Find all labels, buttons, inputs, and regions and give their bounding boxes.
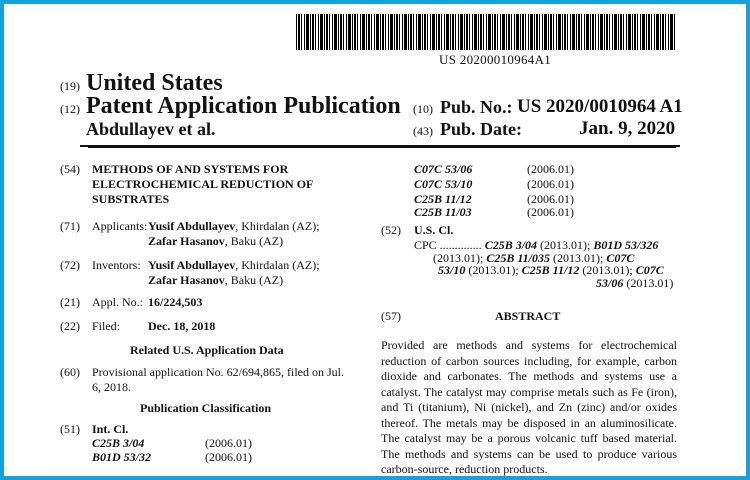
appl-label: Appl. No.:	[92, 295, 143, 309]
uscl-code: (52)	[381, 223, 401, 237]
abstract-line: The catalyst may be a porous volcanic tuff based material.	[381, 431, 677, 445]
abstract-line: The methods and systems can be used to produce various	[381, 446, 677, 461]
applicants-label: Applicants:	[92, 219, 148, 233]
applicant-1: Yusif Abdullayev, Khirdalan (AZ);	[148, 219, 320, 233]
related-heading: Related U.S. Application Data	[130, 343, 284, 357]
pub-no: US 2020/0010964 A1	[517, 96, 683, 117]
intcl-cont-year-3: (2006.01)	[527, 192, 574, 206]
intcl-code-2: B01D 53/32	[92, 450, 152, 464]
intcl-cont-code-4: C25B 11/03	[414, 205, 472, 219]
title-line-2: ELECTROCHEMICAL REDUCTION OF	[92, 177, 314, 191]
code-10: (10)	[413, 102, 433, 116]
inventors-short: Abdullayev et al.	[86, 119, 216, 139]
intcl-code: (51)	[60, 422, 80, 436]
abstract-code: (57)	[381, 309, 401, 323]
code-43: (43)	[413, 124, 433, 138]
title-line-3: SUBSTRATES	[92, 192, 170, 206]
publication-number: US 20200010964A1	[439, 52, 552, 67]
provisional-line-1: Provisional application No. 62/694,865, filed on Jul.	[92, 365, 344, 379]
filed-date: Dec. 18, 2018	[148, 319, 216, 333]
code-12: (12)	[60, 102, 80, 116]
intcl-label: Int. Cl.	[92, 422, 129, 436]
abstract-line: thereof. The metals may be disposed in an aluminosilicate.	[381, 415, 677, 430]
abstract-line: catalyst. The catalyst may comprise metals such as Fe (iron),	[381, 384, 677, 399]
cpc-line-1: CPC .............. C25B 3/04 (2013.01); B01D 53/326	[414, 238, 659, 252]
appl-number: 16/224,503	[148, 295, 203, 309]
intcl-code-1: C25B 3/04	[92, 436, 145, 450]
document-type: Patent Application Publication	[86, 93, 401, 119]
applicants-code: (71)	[60, 219, 80, 233]
uscl-label: U.S. Cl.	[414, 223, 454, 237]
inventor-1: Yusif Abdullayev, Khirdalan (AZ);	[148, 258, 320, 272]
pub-date-label: Pub. Date:	[440, 119, 522, 139]
abstract-line: and Ti (titanium), Ni (nickel), and Zn (zinc) and/or oxides	[381, 400, 677, 414]
intcl-cont-code-1: C07C 53/06	[414, 162, 473, 176]
abstract-heading: ABSTRACT	[495, 309, 561, 323]
inventors-label: Inventors:	[92, 258, 141, 272]
provisional-line-2: 6, 2018.	[92, 380, 131, 394]
appl-code: (21)	[60, 295, 80, 309]
abstract-line: Provided are methods and systems for electrochemical	[381, 338, 677, 352]
applicant-2: Zafar Hasanov, Baku (AZ)	[148, 234, 284, 248]
title-line-1: METHODS OF AND SYSTEMS FOR	[92, 162, 289, 176]
code-19: (19)	[60, 79, 80, 93]
intcl-cont-year-1: (2006.01)	[527, 162, 574, 176]
intcl-cont-year-2: (2006.01)	[527, 177, 574, 191]
abstract-body	[381, 338, 677, 478]
intcl-cont-year-4: (2006.01)	[527, 205, 574, 219]
cpc-line-3: 53/10 (2013.01); C25B 11/12 (2013.01); C07C	[438, 263, 664, 277]
header-rule-thin	[88, 147, 676, 148]
provisional-code: (60)	[60, 365, 80, 379]
cpc-line-2: (2013.01); C25B 11/035 (2013.01); C07C	[433, 251, 635, 265]
intcl-cont-code-3: C25B 11/12	[414, 192, 472, 206]
pub-date: Jan. 9, 2020	[579, 118, 676, 139]
filed-code: (22)	[60, 319, 80, 333]
barcode	[296, 14, 676, 50]
intcl-year-1: (2006.01)	[205, 436, 252, 450]
title-code: (54)	[60, 162, 80, 176]
intcl-cont-code-2: C07C 53/10	[414, 177, 473, 191]
inventor-2: Zafar Hasanov, Baku (AZ)	[148, 273, 284, 287]
pub-no-label: Pub. No.:	[440, 97, 513, 117]
filed-label: Filed:	[92, 319, 121, 333]
intcl-year-2: (2006.01)	[205, 450, 252, 464]
country: United States	[86, 70, 223, 96]
inventors-code: (72)	[60, 258, 80, 272]
abstract-line: dioxide and carbonates. The methods and systems use a	[381, 369, 677, 383]
abstract-line: carbon-source, reduction products.	[381, 462, 548, 476]
cpc-line-4: 53/06 (2013.01)	[596, 276, 674, 290]
pub-class-heading: Publication Classification	[140, 401, 272, 415]
abstract-line: reduction of carbon sources including, for example, carbon	[381, 353, 677, 368]
